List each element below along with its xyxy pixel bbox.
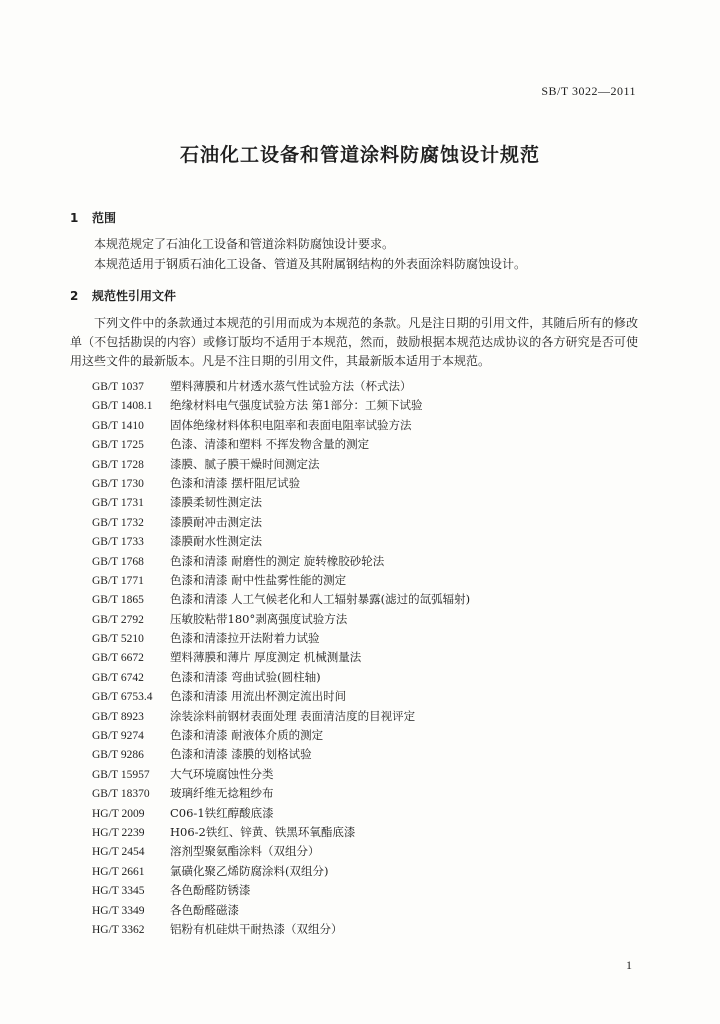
reference-title: 色漆和清漆 摆杆阻尼试验 xyxy=(170,475,301,490)
reference-item xyxy=(92,396,652,415)
reference-title: 绝缘材料电气强度试验方法 第1部分：工频下试验 xyxy=(170,398,423,413)
scope-paragraph-1: 本规范规定了石油化工设备和管道涂料防腐蚀设计要求。 xyxy=(94,237,395,251)
reference-list xyxy=(92,377,652,939)
reference-item xyxy=(92,532,652,551)
reference-code: GB/T 1865 xyxy=(92,594,144,607)
reference-item xyxy=(92,726,652,745)
reference-code: GB/T 1733 xyxy=(92,536,144,549)
reference-title: 漆膜、腻子膜干燥时间测定法 xyxy=(170,456,320,471)
section-heading-scope xyxy=(70,209,116,226)
reference-item xyxy=(92,474,652,493)
reference-item xyxy=(92,513,652,532)
reference-title: 压敏胶粘带180°剥离强度试验方法 xyxy=(170,611,348,626)
reference-item xyxy=(92,590,652,609)
reference-item xyxy=(92,842,652,861)
reference-code: GB/T 2792 xyxy=(92,613,144,626)
reference-code: HG/T 3349 xyxy=(92,904,145,917)
reference-code: HG/T 2661 xyxy=(92,865,145,878)
reference-code: GB/T 1725 xyxy=(92,439,144,452)
reference-item xyxy=(92,455,652,474)
reference-title: 各色酚醛防锈漆 xyxy=(170,883,251,898)
reference-item xyxy=(92,416,652,435)
section-title: 范围 xyxy=(92,211,117,225)
reference-title: C06-1铁红醇酸底漆 xyxy=(170,805,274,820)
reference-item xyxy=(92,901,652,920)
section-title: 规范性引用文件 xyxy=(92,289,177,303)
reference-title: 色漆和清漆 漆膜的划格试验 xyxy=(170,747,312,762)
reference-code: GB/T 8923 xyxy=(92,710,144,723)
reference-item xyxy=(92,552,652,571)
section-number: 2 xyxy=(70,289,79,303)
reference-code: GB/T 9286 xyxy=(92,749,144,762)
reference-item xyxy=(92,668,652,687)
reference-title: 漆膜柔韧性测定法 xyxy=(170,495,262,510)
reference-title: H06-2铁红、锌黄、铁黑环氧酯底漆 xyxy=(170,824,356,839)
reference-title: 色漆和清漆 用流出杯测定流出时间 xyxy=(170,689,347,704)
page-number: 1 xyxy=(626,958,632,972)
reference-item xyxy=(92,920,652,939)
reference-title: 塑料薄膜和薄片 厚度测定 机械测量法 xyxy=(170,650,362,665)
reference-code: HG/T 3345 xyxy=(92,885,145,898)
reference-title: 色漆和清漆 耐磨性的测定 旋转橡胶砂轮法 xyxy=(170,553,385,568)
reference-code: GB/T 1768 xyxy=(92,555,144,568)
reference-item xyxy=(92,648,652,667)
section-heading-normative-references xyxy=(70,287,176,304)
reference-item xyxy=(92,493,652,512)
reference-item xyxy=(92,435,652,454)
reference-item xyxy=(92,687,652,706)
reference-code: GB/T 1410 xyxy=(92,419,144,432)
reference-item xyxy=(92,377,652,396)
reference-title: 大气环境腐蚀性分类 xyxy=(170,766,274,781)
reference-title: 铝粉有机硅烘干耐热漆（双组分） xyxy=(170,921,343,936)
reference-code: GB/T 1731 xyxy=(92,497,144,510)
reference-item xyxy=(92,862,652,881)
reference-code: GB/T 6753.4 xyxy=(92,691,153,704)
reference-title: 涂装涂料前钢材表面处理 表面清洁度的目视评定 xyxy=(170,708,416,723)
references-intro-paragraph: 下列文件中的条款通过本规范的引用而成为本规范的条款。凡是注日期的引用文件，其随后所有的修改单（不包括勘误的内容）或修订版均不适用于本规范，然而，鼓励根据本规范达成协议的各方研究是否可使用这些文件的最新版本。凡是不注日期的引用文件，其最新版本适用于本规范。 xyxy=(70,316,638,368)
reference-item xyxy=(92,823,652,842)
reference-code: HG/T 2454 xyxy=(92,846,145,859)
reference-title: 色漆和清漆 人工气候老化和人工辐射暴露(滤过的氙弧辐射) xyxy=(170,592,471,607)
reference-code: GB/T 1771 xyxy=(92,574,144,587)
standard-code: SB/T 3022—2011 xyxy=(541,84,636,98)
scope-paragraph-2: 本规范适用于钢质石油化工设备、管道及其附属钢结构的外表面涂料防腐蚀设计。 xyxy=(94,257,527,271)
reference-item xyxy=(92,881,652,900)
reference-code: HG/T 2239 xyxy=(92,826,145,839)
reference-title: 塑料薄膜和片材透水蒸气性试验方法（杯式法） xyxy=(170,379,412,393)
reference-code: GB/T 9274 xyxy=(92,730,144,743)
reference-title: 各色酚醛磁漆 xyxy=(170,902,239,917)
reference-title: 氯磺化聚乙烯防腐涂料(双组分) xyxy=(170,863,329,878)
reference-code: GB/T 1408.1 xyxy=(92,400,153,413)
reference-item xyxy=(92,745,652,764)
reference-code: HG/T 3362 xyxy=(92,923,145,936)
reference-code: GB/T 1728 xyxy=(92,458,144,471)
reference-item xyxy=(92,629,652,648)
document-title: 石油化工设备和管道涂料防腐蚀设计规范 xyxy=(179,144,540,166)
reference-code: GB/T 1037 xyxy=(92,381,144,393)
reference-title: 固体绝缘材料体积电阻率和表面电阻率试验方法 xyxy=(170,417,412,432)
reference-item xyxy=(92,784,652,803)
reference-title: 色漆和清漆 耐液体介质的测定 xyxy=(170,728,324,743)
reference-code: GB/T 1732 xyxy=(92,516,144,529)
reference-code: HG/T 2009 xyxy=(92,807,145,820)
reference-item xyxy=(92,765,652,784)
reference-title: 色漆和清漆 弯曲试验(圆柱轴) xyxy=(170,669,321,684)
reference-code: GB/T 18370 xyxy=(92,788,150,801)
reference-code: GB/T 6742 xyxy=(92,671,144,684)
reference-title: 漆膜耐水性测定法 xyxy=(170,534,262,549)
reference-title: 色漆、清漆和塑料 不挥发物含量的测定 xyxy=(170,437,370,452)
reference-code: GB/T 6672 xyxy=(92,652,144,665)
reference-title: 溶剂型聚氨酯涂料（双组分） xyxy=(170,844,320,859)
section-number: 1 xyxy=(70,211,79,225)
reference-title: 色漆和清漆拉开法附着力试验 xyxy=(170,631,320,646)
reference-title: 色漆和清漆 耐中性盐雾性能的测定 xyxy=(170,572,347,587)
reference-code: GB/T 15957 xyxy=(92,768,150,781)
reference-title: 漆膜耐冲击测定法 xyxy=(170,514,262,529)
reference-code: GB/T 5210 xyxy=(92,633,144,646)
reference-item xyxy=(92,707,652,726)
reference-code: GB/T 1730 xyxy=(92,477,144,490)
reference-item xyxy=(92,571,652,590)
reference-item xyxy=(92,804,652,823)
reference-item xyxy=(92,610,652,629)
reference-title: 玻璃纤维无捻粗纱布 xyxy=(170,786,274,801)
